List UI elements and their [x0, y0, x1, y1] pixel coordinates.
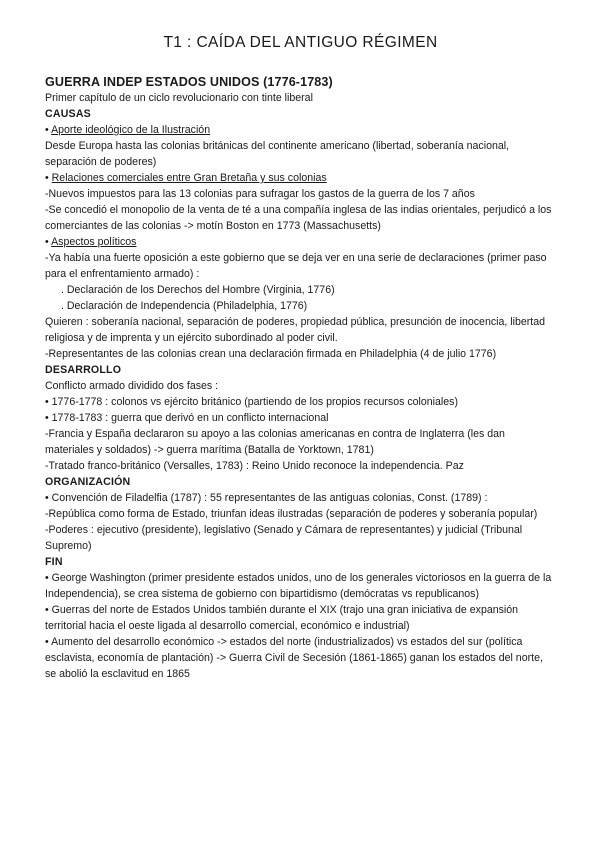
declaration-1: . Declaración de los Derechos del Hombre (Virginia, 1776)	[61, 284, 335, 296]
desarrollo-line-1: Conflicto armado dividido dos fases :	[45, 380, 219, 392]
desarrollo-line-2: • 1776-1778 : colonos vs ejército británico (partiendo de los propios recursos coloniales)	[45, 396, 458, 408]
desarrollo-line-4: -Francia y España declararon su apoyo a las colonias americanas en contra de Inglaterra (les dan materiales y soldados) -> guerra marítima (Batalla de Yorktown, 1781)	[45, 428, 505, 456]
causas-line-5: Quieren : soberanía nacional, separación de poderes, propiedad pública, presunción de inocencia, libertad religiosa y de imprenta y un ejército subordinado al poder civil.	[45, 316, 546, 344]
page-title: T1 : CAÍDA DEL ANTIGUO RÉGIMEN	[163, 34, 438, 51]
causas-bullet-3: • Aspectos políticos	[45, 236, 137, 248]
fin-line-3: • Aumento del desarrollo económico -> estados del norte (industrializados) vs estados del sur (política esclavista, economía de plantación) -> Guerra Civil de Secesión (1861-1865) ganan los estados del norte, se abolió la esclavitud en 1865	[45, 636, 543, 680]
causas-line-3: -Se concedió el monopolio de la venta de té a una compañía inglesa de las indias orientales, perjudicó a los comerciantes de las colonias -> motín Boston en 1773 (Massachusetts)	[45, 204, 552, 232]
causas-bullet-1-text: Aporte ideológico de la Ilustración	[51, 124, 211, 136]
fin-line-2: • Guerras del norte de Estados Unidos también durante el XIX (trajo una gran iniciativa de expansión territorial hacia el oeste ligada al desarrollo comercial, económico e industrial)	[45, 604, 519, 632]
organizacion-label: ORGANIZACIÓN	[45, 476, 131, 488]
section-heading: GUERRA INDEP ESTADOS UNIDOS (1776-1783)	[45, 75, 333, 89]
causas-bullet-1: • Aporte ideológico de la Ilustración	[45, 124, 211, 136]
causas-bullet-2-text: Relaciones comerciales entre Gran Bretaña y sus colonias	[51, 172, 327, 184]
fin-line-1: • George Washington (primer presidente estados unidos, uno de los generales victoriosos en la guerra de la Independencia), se crea sistema de gobierno con bipartidismo (demócratas vs republicanos)	[45, 572, 552, 600]
subtitle: Primer capítulo de un ciclo revolucionario con tinte liberal	[45, 92, 313, 104]
causas-line-4: -Ya había una fuerte oposición a este gobierno que se deja ver en una serie de declaraciones (primer paso para el enfrentamiento armado) :	[45, 252, 547, 280]
organizacion-line-1: • Convención de Filadelfia (1787) : 55 representantes de las antiguas colonias, Const. (1789) :	[45, 492, 488, 504]
causas-bullet-2: • Relaciones comerciales entre Gran Bretaña y sus colonias	[45, 172, 327, 184]
organizacion-line-2: -República como forma de Estado, triunfan ideas ilustradas (separación de poderes y soberanía popular)	[45, 508, 538, 520]
causas-line-2: -Nuevos impuestos para las 13 colonias para sufragar los gastos de la guerra de los 7 años	[45, 188, 475, 200]
desarrollo-line-3: • 1778-1783 : guerra que derivó en un conflicto internacional	[45, 412, 329, 424]
fin-label: FIN	[45, 556, 63, 568]
declaration-2: . Declaración de Independencia (Philadelphia, 1776)	[61, 300, 308, 312]
causas-line-6: -Representantes de las colonias crean una declaración firmada en Philadelphia (4 de julio 1776)	[45, 348, 497, 360]
desarrollo-label: DESARROLLO	[45, 364, 122, 376]
causas-label: CAUSAS	[45, 108, 91, 120]
causas-line-1: Desde Europa hasta las colonias británicas del continente americano (libertad, soberanía nacional, separación de poderes)	[45, 140, 510, 168]
causas-bullet-3-text: Aspectos políticos	[51, 236, 137, 248]
desarrollo-line-5: -Tratado franco-británico (Versalles, 1783) : Reino Unido reconoce la independencia. Paz	[45, 460, 464, 472]
organizacion-line-3: -Poderes : ejecutivo (presidente), legislativo (Senado y Cámara de representantes) y judicial (Tribunal Supremo)	[45, 524, 523, 552]
